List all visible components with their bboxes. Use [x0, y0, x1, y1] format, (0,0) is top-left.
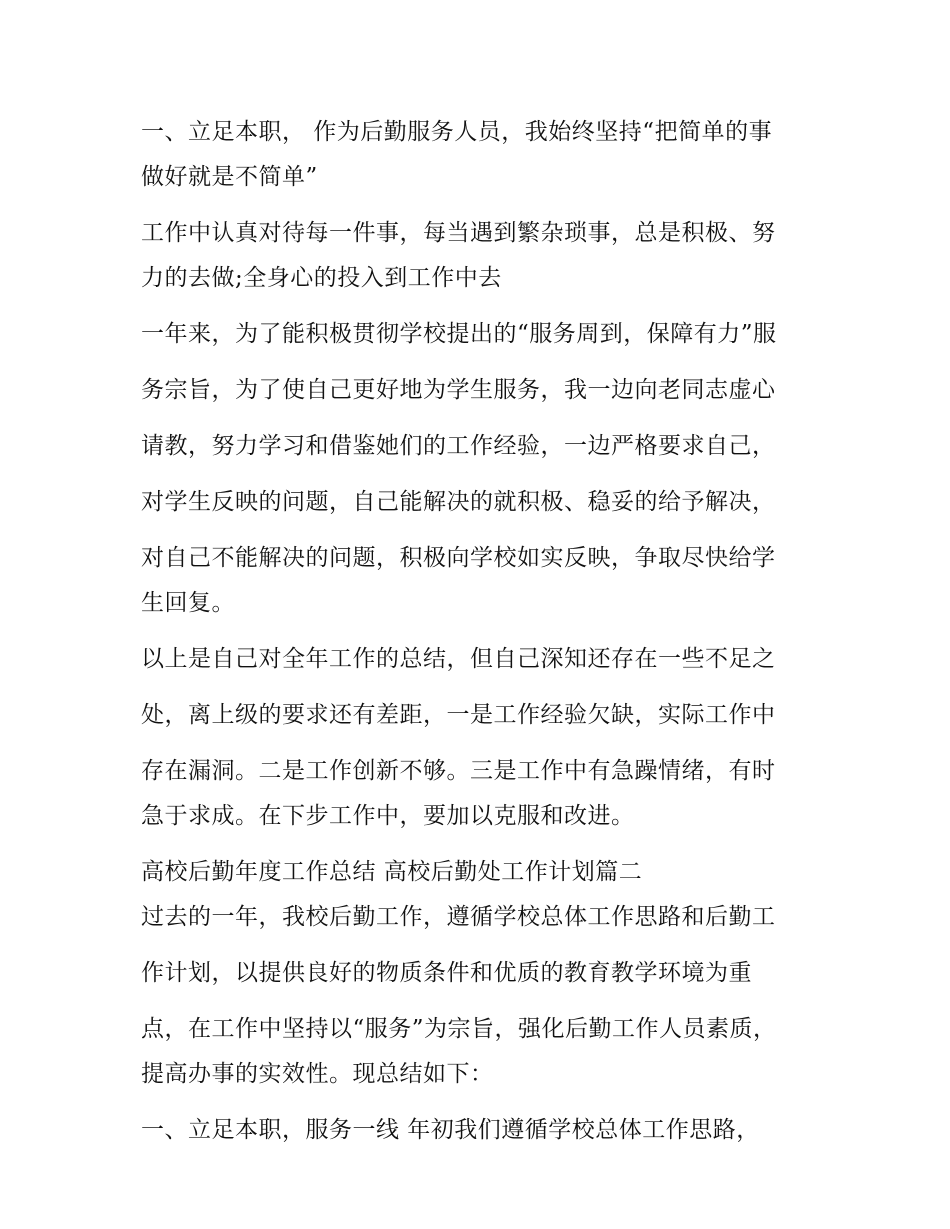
text-line: 对学生反映的问题，自己能解决的就积极、稳妥的给予解决， — [141, 489, 776, 515]
text-line: 工作中认真对待每一件事，每当遇到繁杂琐事，总是积极、努 — [141, 220, 776, 246]
text-line: 对自己不能解决的问题，积极向学校如实反映，争取尽快给学 — [141, 545, 776, 571]
text-line: 一年来，为了能积极贯彻学校提出的“服务周到，保障有力”服 — [141, 321, 777, 347]
text-line: 点，在工作中坚持以“服务”为宗旨，强化后勤工作人员素质， — [141, 1016, 777, 1042]
section-heading: 高校后勤年度工作总结 高校后勤处工作计划篇二 — [141, 859, 643, 885]
text-line: 作计划，以提供良好的物质条件和优质的教育教学环境为重 — [141, 960, 752, 986]
text-line: 以上是自己对全年工作的总结，但自己深知还存在一些不足之 — [141, 646, 776, 672]
text-line: 生回复。 — [141, 590, 235, 616]
text-line: 做好就是不简单” — [141, 164, 318, 190]
text-line: 存在漏洞。二是工作创新不够。三是工作中有急躁情绪，有时 — [141, 758, 776, 784]
text-line: 力的去做;全身心的投入到工作中去 — [141, 265, 502, 291]
text-line: 请教，努力学习和借鉴她们的工作经验，一边严格要求自己， — [141, 433, 776, 459]
text-line: 过去的一年，我校后勤工作，遵循学校总体工作思路和后勤工 — [141, 904, 776, 930]
text-line: 一、立足本职， 作为后勤服务人员，我始终坚持“把简单的事 — [141, 119, 773, 145]
text-line: 务宗旨，为了使自己更好地为学生服务，我一边向老同志虚心 — [141, 377, 776, 403]
text-line: 一、立足本职，服务一线 年初我们遵循学校总体工作思路， — [141, 1117, 760, 1143]
text-line: 处，离上级的要求还有差距，一是工作经验欠缺，实际工作中 — [141, 702, 776, 728]
document-body — [141, 110, 816, 1153]
text-line: 提高办事的实效性。现总结如下： — [141, 1061, 494, 1087]
text-line: 急于求成。在下步工作中，要加以克服和改进。 — [141, 803, 635, 829]
